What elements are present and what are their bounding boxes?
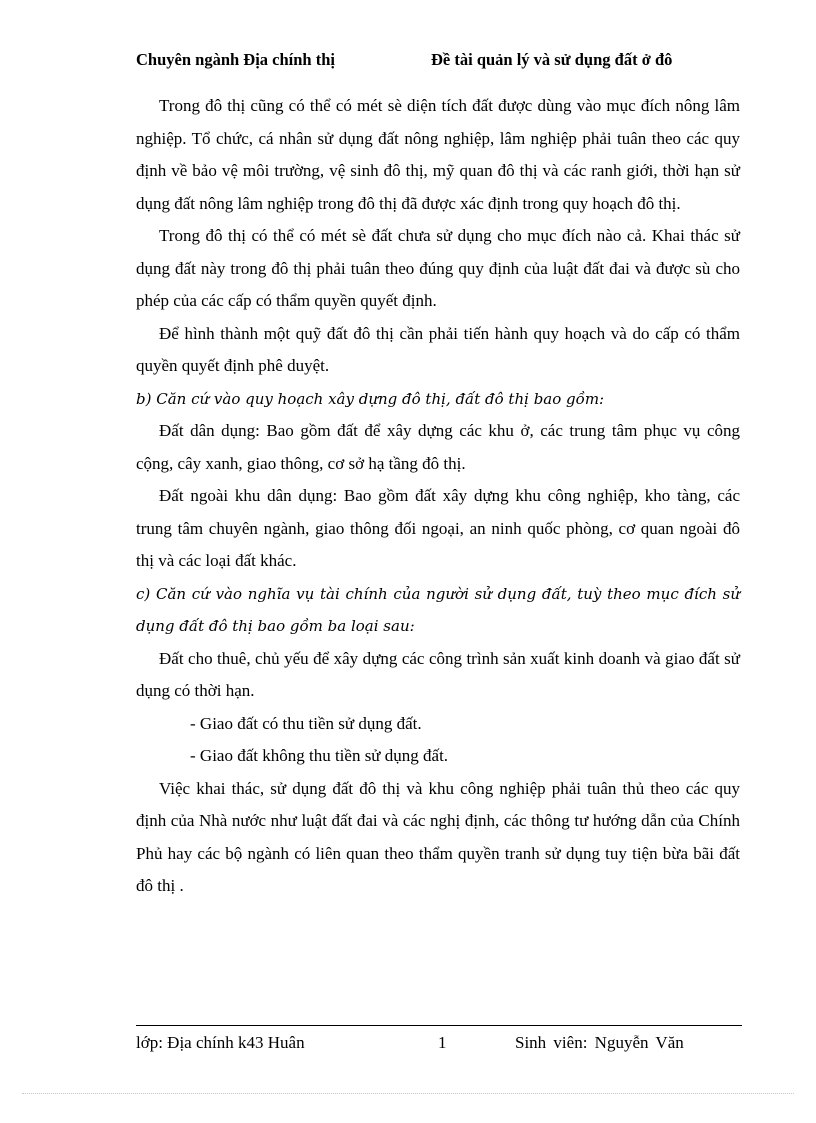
- page-boundary: [22, 1093, 794, 1094]
- paragraph-leased-land: Đất cho thuê, chủ yếu để xây dựng các công trình sản xuất kinh doanh và giao đất sử dụng có thời hạn.: [136, 648, 740, 700]
- paragraph-agricultural-land: Trong đô thị cũng có thể có mét sè diện tích đất được dùng vào mục đích nông lâm nghiệp. Tổ chức, cá nhân sử dụng đất nông nghiệp, lâm nghiệp phải tuân theo các quy định về bảo vệ môi trường, vệ sinh đô thị, mỹ quan đô thị và các ranh giới, thời hạn sử dụng đất nông lâm nghiệp trong đô thị đã được xác định trong quy hoạch đô thị.: [136, 96, 740, 213]
- footer-student: Sinh viên: Nguyễn Văn: [515, 1033, 684, 1052]
- heading-b: b) Căn cứ vào quy hoạch xây dựng đô thị, đất đô thị bao gồm:: [136, 389, 605, 408]
- footer-divider: [136, 1025, 742, 1026]
- paragraph-residential-land: Đất dân dụng: Bao gồm đất để xây dựng các khu ở, các trung tâm phục vụ công cộng, cây xanh, giao thông, cơ sở hạ tầng đô thị.: [136, 421, 740, 473]
- page-number: 1: [438, 1033, 447, 1052]
- paragraph-exploitation: Việc khai thác, sử dụng đất đô thị và khu công nghiệp phải tuân thủ theo các quy định của Nhà nước như luật đất đai và các nghị định, các thông tư hướng dẫn của Chính Phủ hay các bộ ngành có liên quan theo thẩm quyền tranh sử dụng tuy tiện bừa bãi đất đô thị .: [136, 778, 740, 895]
- header-major: Chuyên ngành Địa chính thị: [136, 50, 335, 69]
- list-item-free-allocation: - Giao đất không thu tiền sử dụng đất.: [190, 746, 449, 765]
- paragraph-land-fund: Để hình thành một quỹ đất đô thị cần phải tiến hành quy hoạch và do cấp có thẩm quyền quyết định phê duyệt.: [136, 323, 740, 375]
- page-footer: [136, 1031, 740, 1075]
- paragraph-unused-land: Trong đô thị có thể có mét sè đất chưa sử dụng cho mục đích nào cả. Khai thác sử dụng đất này trong đô thị phải tuân theo đúng quy định của luật đất đai và được sù cho phép của các cấp có thẩm quyền quyết định.: [136, 226, 740, 310]
- header-topic: Đề tài quản lý và sử dụng đất ở đô: [431, 50, 673, 69]
- heading-c: c) Căn cứ vào nghĩa vụ tài chính của người sử dụng đất, tuỳ theo mục đích sử dụng đất đô thị bao gồm ba loại sau:: [136, 584, 740, 635]
- paragraph-non-residential-land: Đất ngoài khu dân dụng: Bao gồm đất xây dựng khu công nghiệp, kho tàng, các trung tâm chuyên ngành, giao thông đối ngoại, an ninh quốc phòng, cơ quan ngoài đô thị và các loại đất khác.: [136, 486, 740, 570]
- footer-class: lớp: Địa chính k43 Huân: [136, 1033, 305, 1052]
- list-item-paid-allocation: - Giao đất có thu tiền sử dụng đất.: [190, 713, 422, 733]
- document-body: [136, 90, 740, 903]
- page-header: [136, 50, 740, 94]
